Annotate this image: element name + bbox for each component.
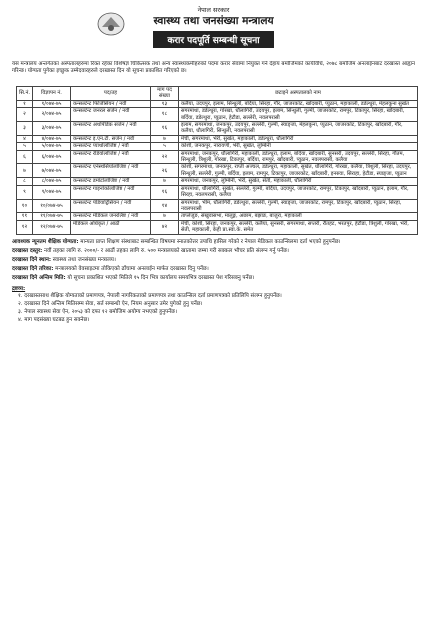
cell-ad-no: ९/०७४-७५ (33, 185, 71, 199)
important-title: द्रष्टव्य: (12, 285, 26, 292)
table-header-row (17, 87, 418, 101)
cell-hospitals: सगरमाथा, धौलागिरी, सुर्खेत, सल्लेरी, गुल्मी, बर्दिया, उदयपुर, जाजरकोट, रामपुर, टिकापुर, खाँदबारी, प्युठान, इलाम, गौर, सिरहा, नवलपरासी, कलैया (179, 185, 418, 199)
cell-ad-no: ५/०७४-७५ (33, 143, 71, 150)
place-note (12, 257, 415, 264)
note-item: १. दरखास्तसाथ शैक्षिक योग्यताको प्रमाणपत्र, नेपाली नागरिकताको प्रमाणपत्र तथा काउन्सिल दर्ता प्रमाणपत्रको प्रतिलिपि संलग्न हुनुपर्नेछ। (18, 292, 282, 299)
cell-hospitals: सगरमाथा, जनकपुर, धौलागिरी, महाकाली, डडेल्धुरा, इलाम, बर्दिया, खाँदबारी, सुनसरी, उदयपुर, सल्लेरी, सिरहा, गौतम, सिन्धुली, त्रिशुली, गोरखा, टिकापुर, बर्दिया, रामपुर, खाँदबारी, प्युठान, नवलपरासी, कलैया (179, 150, 418, 164)
cell-post: कन्सल्टेन्ट इ.एन.टी. सर्जन / नवौं (71, 135, 151, 142)
col-header-count: माग पद संख्या (151, 87, 179, 101)
cell-ad-no: ७/०७४-७५ (33, 164, 71, 178)
cell-sn: २ (17, 108, 33, 122)
cell-count: ७ (151, 213, 179, 220)
cell-count: १८ (151, 108, 179, 122)
cell-hospitals: कोशी, जनकपुर, नारायणी, भेरी, सुर्खेत, लुम्बिनी (179, 143, 418, 150)
cell-hospitals: ताप्लेजुङ, संखुवासभा, मालुङ्ग, अछाम, बझाङ, बाजुरा, महाकाली (179, 213, 418, 220)
note-item: ४. माग पदसंख्या घटबढ हुन सक्नेछ। (18, 317, 90, 324)
cell-post: कन्सल्टेन्ट मेडिकल जनरलिष्ट / नवौं (71, 213, 151, 220)
cell-count: १६ (151, 185, 179, 199)
cell-post: कन्सल्टेन्ट अर्थोपेडिक सर्जन / नवौं (71, 122, 151, 136)
cell-ad-no: ४/०७४-७५ (33, 135, 71, 142)
cell-ad-no: २/०७४-७५ (33, 108, 71, 122)
cell-sn: १ (17, 100, 33, 107)
cell-sn: ५ (17, 143, 33, 150)
cell-post: कन्सल्टेन्ट डर्माटोलोजिष्ट / नवौं (71, 178, 151, 185)
deadline-note (12, 275, 415, 282)
notice-header (4, 6, 423, 58)
vacancy-table (16, 86, 418, 235)
method-note (12, 266, 415, 273)
cell-post: कन्सल्टेन्ट पेडियाट्रिसियन / नवौं (71, 199, 151, 213)
cell-post: कन्सल्टेन्ट रेडियोलोजिष्ट / नवौं (71, 150, 151, 164)
fee-label: दरखास्त दस्तुर: (12, 247, 43, 254)
notes-section (12, 239, 415, 325)
notice-page (4, 6, 423, 632)
cell-count: २६ (151, 164, 179, 178)
table-row (17, 100, 418, 107)
cell-count: १३ (151, 100, 179, 107)
fee-note (12, 248, 415, 255)
table-row (17, 164, 418, 178)
nepal-emblem-icon (96, 10, 126, 36)
cell-ad-no: ६/०७४-७५ (33, 150, 71, 164)
cell-count: ७ (151, 135, 179, 142)
deadline-text: यो सूचना प्रकाशित भएको मितिले १५ दिन भित्र कार्यालय समयभित्र दरखास्त पेश गरिसक्नु पर्नेछ। (67, 275, 255, 282)
cell-ad-no: १/०७४-७५ (33, 100, 71, 107)
table-row (17, 143, 418, 150)
qualification-text: मान्यता प्राप्त शिक्षण संस्थाबाट सम्बन्धित विषयमा स्नातकोत्तर उपाधि हासिल गरेको र नेपाल मेडिकल काउन्सिलमा दर्ता भएको हुनुपर्नेछ। (80, 238, 341, 245)
government-name: नेपाल सरकार (197, 6, 230, 14)
table-row (17, 122, 418, 136)
cell-sn: १० (17, 199, 33, 213)
cell-count: ४२ (151, 220, 179, 234)
cell-ad-no: ११/०७४-७५ (33, 213, 71, 220)
table-row (17, 213, 418, 220)
col-header-sn: सि.नं. (17, 87, 33, 101)
cell-post: मेडिकल अधिकृत / आठौं (71, 220, 151, 234)
place-label: दरखास्त दिने स्थान: (12, 256, 52, 263)
fee-text: नवौं तहका लागि रु. २०००/- र आठौं तहका लागि रु. ५०० मन्त्रालयको खातामा जम्मा गरी सक्कल भौचर प्रति संलग्न गर्नु पर्नेछ। (44, 247, 289, 254)
cell-post: कन्सल्टेन्ट जनरल सर्जन / नवौं (71, 108, 151, 122)
cell-hospitals: इलाम, सगरमाथा, जनकपुर, उदयपुर, सल्लेरी, गुल्मी, स्याङ्जा, मेहलकुना, प्युठान, जाजरकोट, टिकापुर, खाँदबारी, गौर, कलैया, धौलागिरी, सिन्धुली, नवलपरासी (179, 122, 418, 136)
deadline-label: दरखास्त दिने अन्तिम मिति: (12, 275, 66, 282)
table-row (17, 108, 418, 122)
method-label: दरखास्त दिने तरिका: (12, 266, 54, 273)
table-row (17, 150, 418, 164)
intro-paragraph: यस मन्त्रालय अन्तर्गतका अस्पतालहरुमा रिक्त रहेका विशेषज्ञ चिकित्सक तथा अन्य स्वास्थ्यकर्मीहरुको पदमा करार सेवामा नियुक्त गर्न देहाय बमोजिमको कार्यविधि, २०७८ बमोजिम अनलाईनबाट दरखास्त आह्वान गरिन्छ। योग्यता पुगेका इच्छुक उम्मेदवारहरुले दरखास्त दिन यो सूचना प्रकाशित गरिएको छ। (12, 61, 415, 75)
cell-post: कन्सल्टेन्ट गाइनोकोलोजिष्ट / नवौं (71, 185, 151, 199)
ministry-name: स्वास्थ्य तथा जनसंख्या मन्त्रालय (153, 15, 274, 27)
table-row (17, 178, 418, 185)
cell-hospitals: सगरमाथा, डडेल्धुरा, गोरखा, धौलागिरी, उदयपुर, इलाम, सिन्धुली, गुल्मी, जाजरकोट, रामपुर, टिकापुर, सिरहा, खाँदबारी, बर्दिया, डडेल्धुरा, प्युठान, हेटौडा, सल्लेरी, नवलपरासी (179, 108, 418, 122)
note-item: ३. नेपाल स्वास्थ्य सेवा ऐन, २०५३ को दफा १२ बमोजिम अयोग्य नभएको हुनुपर्नेछ। (18, 309, 177, 316)
col-header-ad-no: विज्ञापन नं. (33, 87, 71, 101)
cell-sn: ३ (17, 122, 33, 136)
cell-count: २२ (151, 150, 179, 164)
table-row (17, 185, 418, 199)
cell-ad-no: ३/०७४-७५ (33, 122, 71, 136)
col-header-hospitals: छटाइने अस्पतालको नाम (179, 87, 418, 101)
method-text: मन्त्रालयको वेवसाइटमा तोकिएको ढाँचामा अनलाईन मार्फत दरखास्त दिनु पर्नेछ। (55, 266, 209, 273)
cell-ad-no: १२/०७४-७५ (33, 220, 71, 234)
cell-count: १६ (151, 122, 179, 136)
cell-sn: ११ (17, 213, 33, 220)
cell-count: ५ (151, 143, 179, 150)
cell-sn: १२ (17, 220, 33, 234)
cell-hospitals: कोशी, सगरमाथा, जनकपुर, राप्ती अञ्चल, डडेल्धुरा, महाकाली, सुर्खेत, धौलागिरी, गोरखा, कलैया, त्रिशुली, सिरहा, उदयपुर, सिन्धुली, सल्लेरी, गुल्मी, बर्दिया, इलाम, रामपुर, टिकापुर, जाजरकोट, खाँदबारी, इनरुवा, सिराहा, हेटौडा, स्याङ्जा, प्युठान (179, 164, 418, 178)
cell-hospitals: सगरमाथा, भीम, धौलागिरी, डडेल्धुरा, सल्लेरी, गुल्मी, स्याङ्जा, जाजरकोट, रामपुर, टिकापुर, खाँदबारी, प्युठान, सिरहा, नवलपरासी (179, 199, 418, 213)
cell-post: कन्सल्टेन्ट प्याथोलोजिष्ट / नवौं (71, 143, 151, 150)
cell-post: कन्सल्टेन्ट फिजिसियन / नवौं (71, 100, 151, 107)
cell-count: ७ (151, 178, 179, 185)
cell-hospitals: कलैया, उदयपुर, इलाम, सिन्धुली, बर्दिया, सिरहा, गौर, जाजरकोट, खाँदबारी, प्युठान, महाकाली, डडेल्धुरा, मेहलकुना सुर्खेत (179, 100, 418, 107)
notice-title: करार पदपूर्ति सम्बन्धी सूचना (153, 31, 273, 48)
note-item: २. दरखास्त दिने अन्तिम मितिसम्म सेवा, सर्त सम्बन्धी ऐन, नियम अनुसार उमेर पुगेको हुनु पर्नेछ। (18, 300, 203, 307)
table-row (17, 220, 418, 234)
cell-hospitals: सगरमाथा, जनकपुर, लुम्बिनी, भेरी, सुर्खेत, सेती, महाकाली, धौलागिरी (179, 178, 418, 185)
cell-sn: ८ (17, 178, 33, 185)
cell-sn: ४ (17, 135, 33, 142)
table-row (17, 135, 418, 142)
place-text: स्वास्थ्य तथा जनसंख्या मन्त्रालय। (52, 256, 116, 263)
cell-ad-no: ८/०७४-७५ (33, 178, 71, 185)
cell-hospitals: मेची, सगरमाथा, भेरी, सुर्खेत, महाकाली, डडेल्धुरा, धौलागिरी (179, 135, 418, 142)
qualification-note (12, 239, 415, 246)
cell-sn: ६ (17, 150, 33, 164)
cell-ad-no: १०/०७४-७५ (33, 199, 71, 213)
cell-hospitals: मेची, कोशी, सिरहा, जनकपुर, सल्लेरी, कलैया, सुनसरी, सगरमाथा, सप्तरी, रौतहट, भरतपुर, हेटौडा, त्रिशुली, गोरखा, भेरी, सेती, महाकाली, केही प्रा.स्वा.के. समेत (179, 220, 418, 234)
qualification-label: आवश्यक न्यूनतम शैक्षिक योग्यता: (12, 238, 79, 245)
table-row (17, 199, 418, 213)
cell-sn: ९ (17, 185, 33, 199)
col-header-post: पद/तह (71, 87, 151, 101)
cell-count: १४ (151, 199, 179, 213)
cell-post: कन्सल्टेन्ट एनेस्थेसियोलोजिष्ट / नवौं (71, 164, 151, 178)
cell-sn: ७ (17, 164, 33, 178)
